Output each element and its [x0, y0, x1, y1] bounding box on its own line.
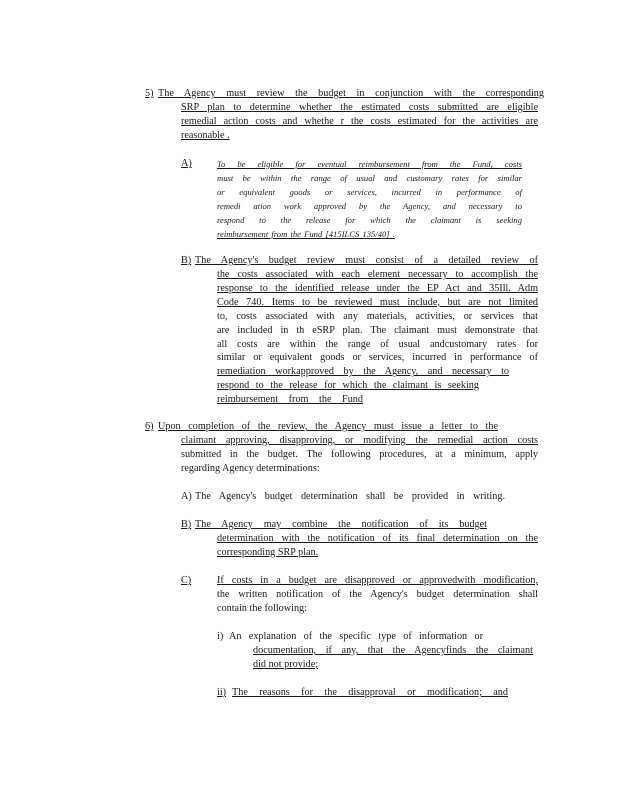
text-line: Upon completion of the review, the Agency must issue a letter to the — [158, 421, 498, 432]
text-line: did not provide; — [253, 658, 319, 670]
text-line: respond to the release for which the claimant is seeking — [217, 215, 522, 225]
text-line: The Agency's budget determination shall be provided in writing. — [195, 491, 505, 502]
text-line: claimant approving, disapproving, or modifying the remedial action costs — [181, 435, 538, 446]
text-line: response to the identified release under the EP Act and 35Ill. Adm — [217, 282, 538, 294]
item-6c-i-paragraph — [253, 644, 533, 672]
item-5-first-line — [158, 87, 544, 101]
item-5b-label: B) — [181, 255, 192, 266]
text-line: reasonable . — [181, 129, 230, 141]
text-line: reimbursement from the Fund [415ILCS 135/40] . — [217, 229, 395, 239]
text-line: The Agency must review the budget in conjunction with the corresponding — [158, 88, 544, 99]
item-5-paragraph — [181, 101, 538, 143]
text-line: the costs associated with each element necessary to accomplish the — [217, 269, 538, 280]
item-6c-i-first-line — [229, 630, 483, 644]
item-6-paragraph — [181, 434, 538, 476]
text-line: submitted in the budget. The following procedures, at a minimum, apply — [181, 448, 538, 460]
text-line: remediation workapproved by the Agency, and necessary to — [217, 366, 509, 378]
text-line: regarding Agency determinations: — [181, 462, 320, 474]
text-line: all costs are within the range of usual andcustomary rates for — [217, 338, 538, 350]
text-line: respond to the release for which the claimant is seeking — [217, 380, 479, 392]
text-line: The Agency's budget review must consist of a detailed review of — [195, 255, 538, 266]
item-6c-ii-label: ii) — [217, 687, 227, 698]
item-5b-first-line — [195, 254, 538, 268]
item-6-first-line — [158, 420, 508, 434]
text-line: Code 740. Items to be reviewed must include, but are not limited — [217, 296, 538, 308]
item-6a-label: A) — [181, 491, 192, 502]
text-line: SRP plan to determine whether the estimated costs submitted are eligible — [181, 102, 538, 113]
item-5a-label: A) — [181, 158, 192, 169]
item-6a-paragraph — [195, 490, 505, 504]
text-line: The Agency may combine the notification of its budget — [195, 519, 487, 530]
text-line: To be eligible for eventual reimbursement from the Fund, costs — [217, 159, 522, 169]
text-line: are included in th eSRP plan. The claimant must demonstrate that — [217, 324, 538, 336]
item-5a-paragraph — [217, 157, 522, 241]
text-line: If costs in a budget are disapproved or approvedwith modification, — [217, 575, 538, 586]
text-line: the written notification of the Agency's budget determination shall — [217, 588, 538, 600]
text-line: must be within the range of usual and customary rates for similar — [217, 173, 522, 183]
item-6b-label: B) — [181, 519, 192, 530]
text-line: remedi ation work approved by the Agency, and necessary to — [217, 201, 522, 211]
text-line: reimbursement from the Fund — [217, 394, 363, 406]
text-line: determination with the notification of its final determination on the — [217, 533, 538, 544]
text-line: remedial action costs and whethe r the costs estimated for the activities are — [181, 115, 538, 127]
text-line: The reasons for the disapproval or modification; and — [232, 687, 508, 698]
text-line: An explanation of the specific type of information or — [229, 631, 483, 642]
item-5b-paragraph — [217, 268, 538, 407]
text-line: corresponding SRP plan. — [217, 546, 319, 558]
item-5-label: 5) — [145, 88, 154, 99]
text-line: to, costs associated with any materials, activities, or services that — [217, 310, 538, 322]
text-line: documentation, if any, that the Agencyfinds the claimant — [253, 645, 533, 656]
item-6c-ii-paragraph — [232, 686, 508, 700]
item-6c-i-label: i) — [217, 631, 224, 642]
item-6b-paragraph — [217, 532, 538, 560]
item-6c-label: C) — [181, 575, 192, 586]
text-line: or equivalent goods or services, incurred in performance of — [217, 187, 522, 197]
text-line: similar or equivalent goods or services, incurred in performance of — [217, 352, 538, 364]
item-6b-first-line — [195, 518, 487, 532]
item-6-label: 6) — [145, 421, 154, 432]
item-6c-paragraph — [217, 574, 538, 616]
text-line: contain the following: — [217, 602, 307, 614]
